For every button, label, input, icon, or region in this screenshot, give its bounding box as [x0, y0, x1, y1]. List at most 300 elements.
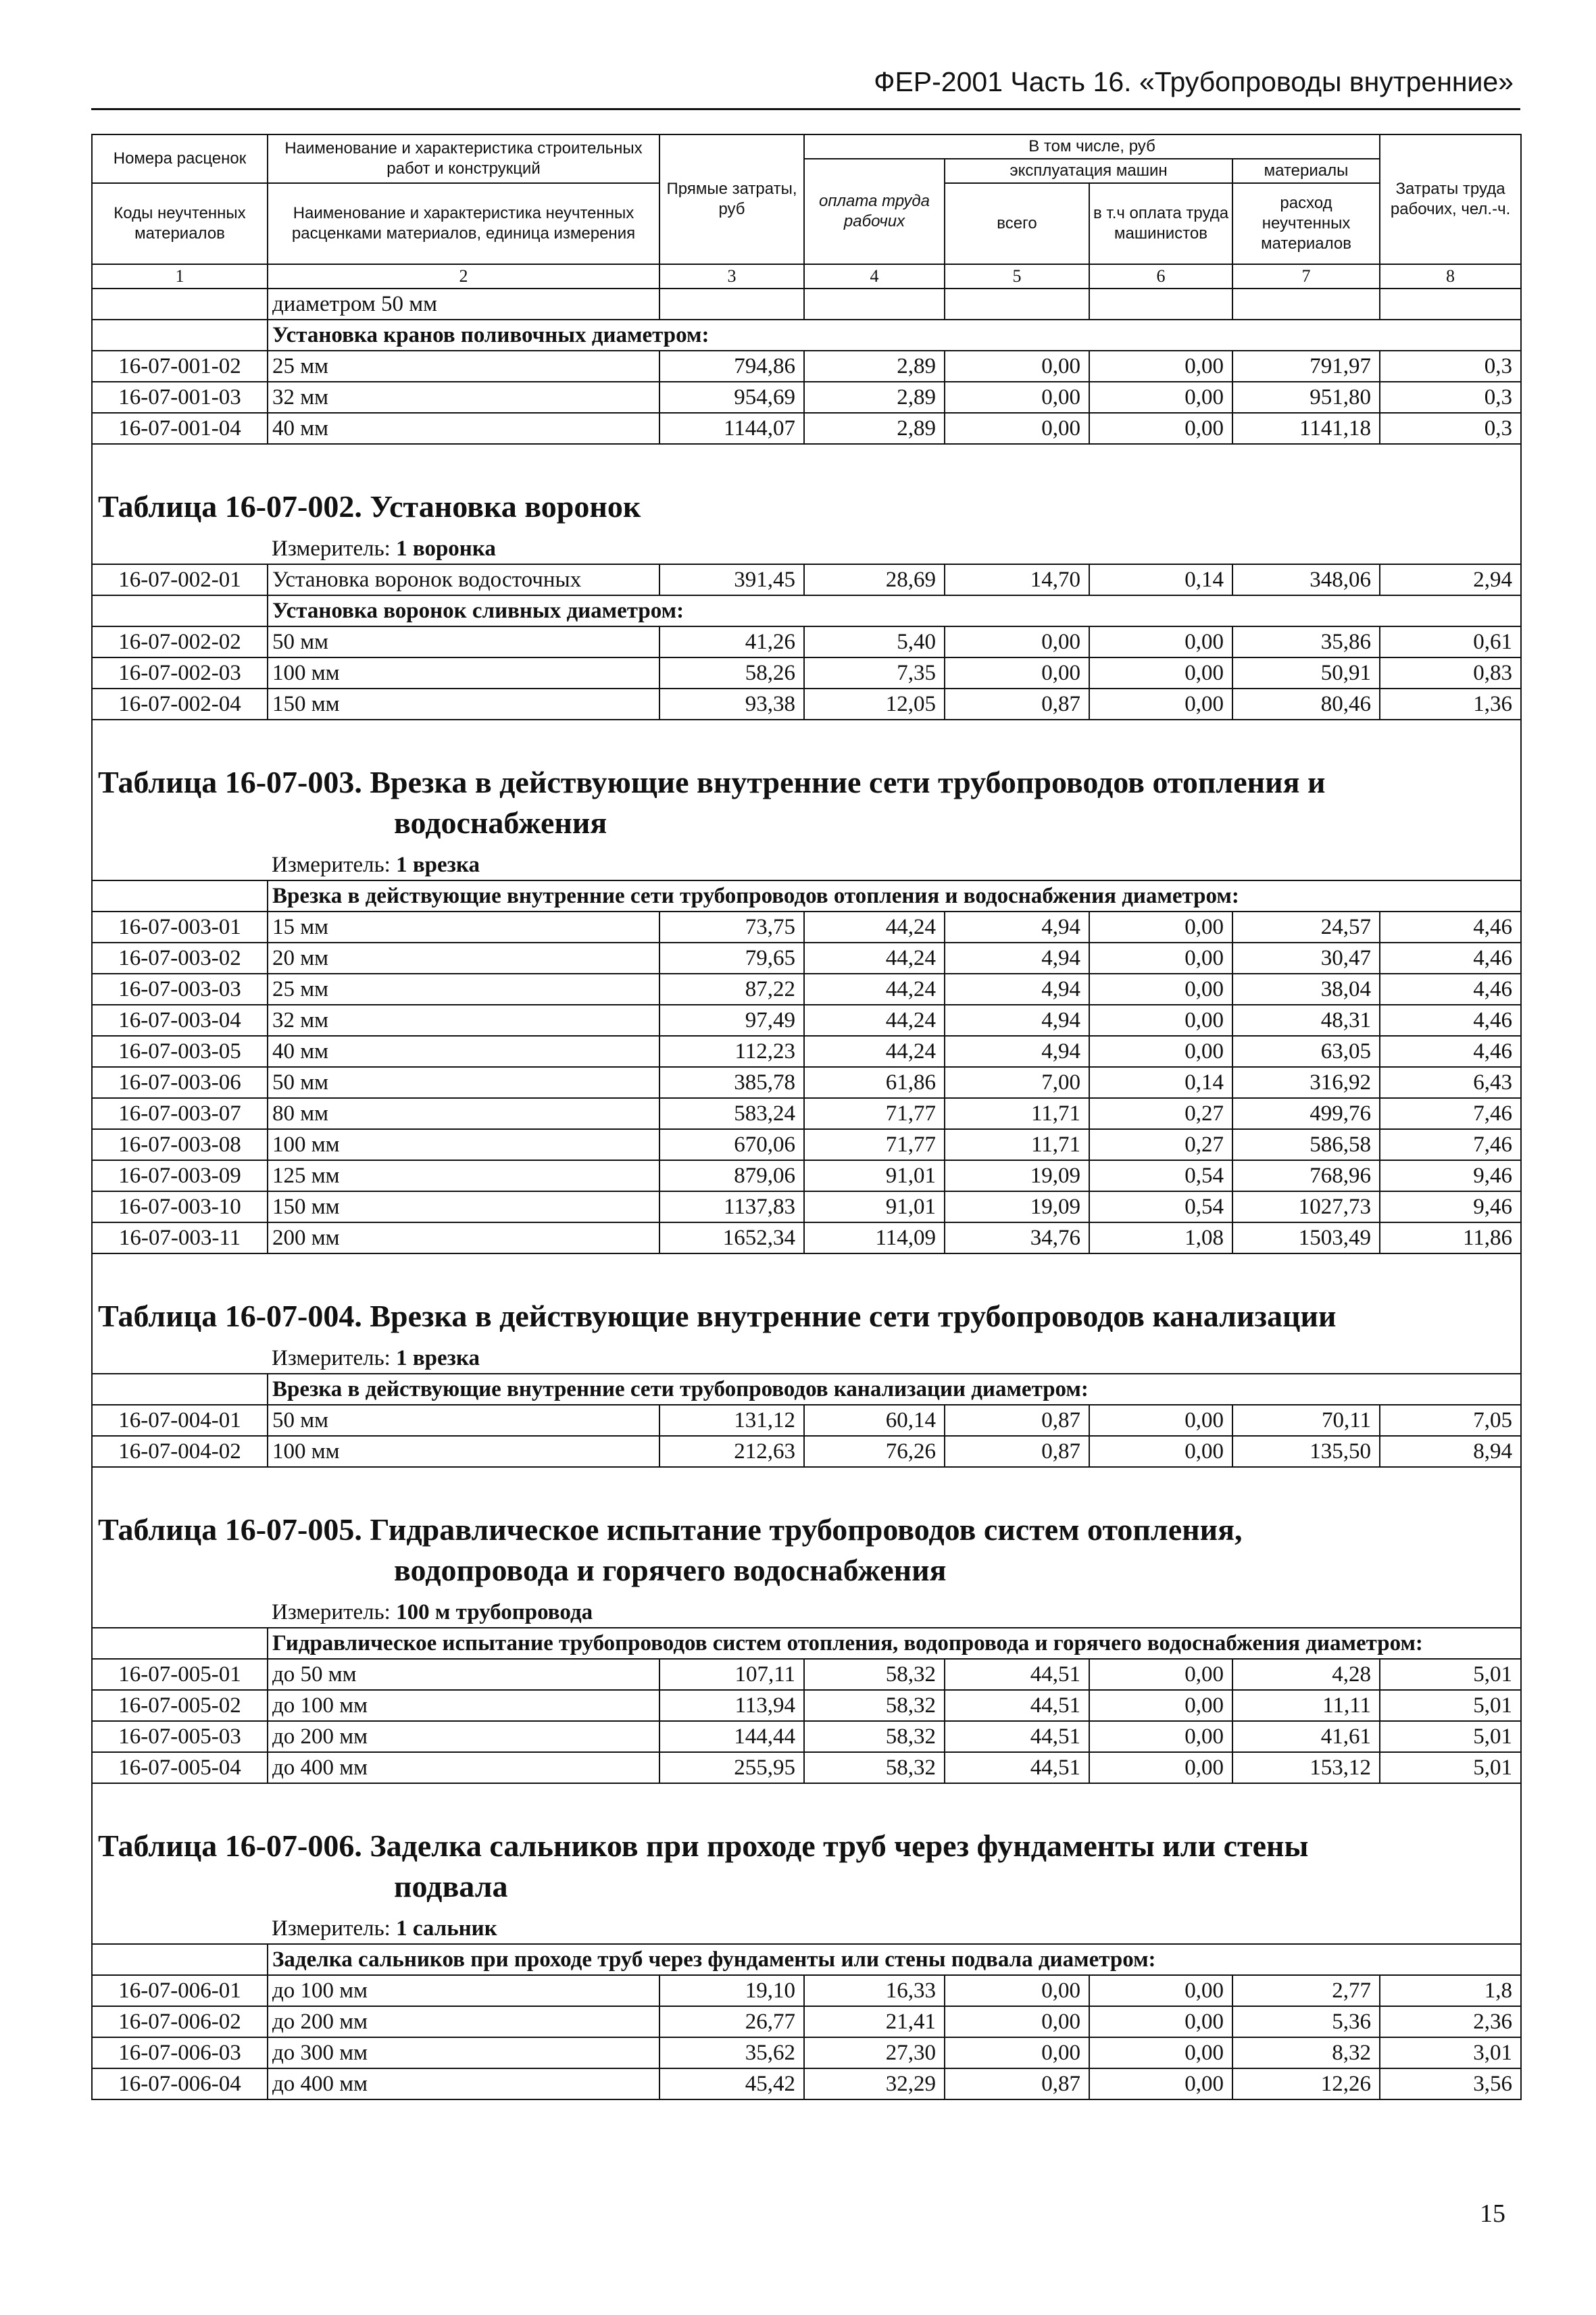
- cell-materials: 70,11: [1232, 1405, 1380, 1436]
- head-machines-total: всего: [945, 183, 1089, 264]
- head-incl: В том числе, руб: [804, 134, 1380, 159]
- cell-machines-total: 0,00: [945, 1975, 1089, 2006]
- cell-rate-code: 16-07-002-01: [92, 564, 268, 595]
- cell-machines-total: 0,87: [945, 689, 1089, 720]
- table-caption: [92, 1783, 1521, 1914]
- cell-materials: 80,46: [1232, 689, 1380, 720]
- table-head: [92, 134, 1521, 264]
- cell-machines-total: 4,94: [945, 912, 1089, 943]
- cell-labor-hours: 0,61: [1380, 626, 1521, 657]
- group-header-row: [92, 595, 1521, 626]
- cell-labor-pay: 7,35: [804, 657, 945, 689]
- table-caption: [92, 444, 1521, 534]
- cell-machines-total: 44,51: [945, 1752, 1089, 1783]
- head-machines: эксплуатация машин: [945, 159, 1232, 183]
- cell-machines-total: 0,00: [945, 351, 1089, 382]
- head-direct-costs: Прямые затраты, руб: [659, 134, 804, 264]
- cell-materials: 586,58: [1232, 1129, 1380, 1160]
- cell-labor-hours: 7,46: [1380, 1129, 1521, 1160]
- cell-machinist-labor: 0,00: [1089, 1005, 1232, 1036]
- cell-work-name: 150 мм: [268, 689, 659, 720]
- cell-materials: 951,80: [1232, 382, 1380, 413]
- cell-machinist-labor: 0,27: [1089, 1129, 1232, 1160]
- cell-labor-hours: 5,01: [1380, 1721, 1521, 1752]
- meter-row: [92, 850, 1521, 880]
- cell-blank: [92, 1597, 268, 1628]
- cell-machines-total: 14,70: [945, 564, 1089, 595]
- cell-materials: 48,31: [1232, 1005, 1380, 1036]
- cell-labor-pay: 44,24: [804, 1005, 945, 1036]
- cell-machinist-labor: 0,14: [1089, 1067, 1232, 1098]
- cell-blank: [92, 534, 268, 564]
- column-index-row: [92, 264, 1521, 289]
- table-row: [92, 1191, 1521, 1222]
- cell-rate-code: 16-07-002-04: [92, 689, 268, 720]
- cell-blank: [92, 1628, 268, 1659]
- cell-blank: [92, 289, 268, 320]
- table-title: [98, 1826, 1515, 1907]
- head-code-bottom: Коды неучтенных материалов: [92, 183, 268, 264]
- column-index: 6: [1089, 264, 1232, 289]
- cell-labor-hours: 4,46: [1380, 943, 1521, 974]
- cell-direct-costs: 1652,34: [659, 1222, 804, 1253]
- cell-work-name: до 400 мм: [268, 1752, 659, 1783]
- cell-labor-pay: 2,89: [804, 382, 945, 413]
- cell-labor-hours: 9,46: [1380, 1160, 1521, 1191]
- cell-rate-code: 16-07-003-11: [92, 1222, 268, 1253]
- cell-rate-code: 16-07-004-02: [92, 1436, 268, 1467]
- head-materials-unaccounted: расход неучтенных материалов: [1232, 183, 1380, 264]
- cell-labor-pay: 2,89: [804, 351, 945, 382]
- group-header-row: [92, 1374, 1521, 1405]
- cell-machinist-labor: 0,27: [1089, 1098, 1232, 1129]
- cell-work-name: 32 мм: [268, 382, 659, 413]
- cell-labor-hours: 0,83: [1380, 657, 1521, 689]
- cell-work-name: Установка воронок водосточных: [268, 564, 659, 595]
- cell-work-name: 25 мм: [268, 974, 659, 1005]
- cell-materials: 11,11: [1232, 1690, 1380, 1721]
- cell-machinist-labor: 1,08: [1089, 1222, 1232, 1253]
- cell-work-name: 200 мм: [268, 1222, 659, 1253]
- cell-machinist-labor: 0,54: [1089, 1160, 1232, 1191]
- table-row: [92, 912, 1521, 943]
- group-title: Заделка сальников при проходе труб через фундаменты или стены подвала диаметром:: [268, 1944, 1521, 1975]
- cell-machines-total: 0,87: [945, 2068, 1089, 2099]
- cell-labor-pay: 91,01: [804, 1191, 945, 1222]
- cell-machinist-labor: 0,00: [1089, 351, 1232, 382]
- meter: [268, 1343, 1521, 1374]
- meter-label: Измеритель:: [272, 853, 391, 877]
- cell-rate-code: 16-07-004-01: [92, 1405, 268, 1436]
- group-header-row: [92, 320, 1521, 351]
- cell-machines-total: 0,00: [945, 2037, 1089, 2068]
- cell-materials: 8,32: [1232, 2037, 1380, 2068]
- cell-labor-pay: 61,86: [804, 1067, 945, 1098]
- cell-labor-hours: 1,36: [1380, 689, 1521, 720]
- cell-labor-hours: 2,94: [1380, 564, 1521, 595]
- cell-machinist-labor: 0,00: [1089, 382, 1232, 413]
- cell-materials: 499,76: [1232, 1098, 1380, 1129]
- cell-rate-code: 16-07-006-02: [92, 2006, 268, 2037]
- cell-rate-code: 16-07-003-02: [92, 943, 268, 974]
- cell-materials: 2,77: [1232, 1975, 1380, 2006]
- cell-materials: 1503,49: [1232, 1222, 1380, 1253]
- cell-materials: 41,61: [1232, 1721, 1380, 1752]
- cell-rate-code: 16-07-001-03: [92, 382, 268, 413]
- cell-direct-costs: 87,22: [659, 974, 804, 1005]
- cell-materials: 1141,18: [1232, 413, 1380, 444]
- table-title: [98, 487, 1515, 527]
- table-caption-row: [92, 1783, 1521, 1914]
- cell-machinist-labor: 0,00: [1089, 1752, 1232, 1783]
- cell-work-name: диаметром 50 мм: [268, 289, 659, 320]
- cell-rate-code: 16-07-003-09: [92, 1160, 268, 1191]
- cell-direct-costs: 670,06: [659, 1129, 804, 1160]
- cell-labor-hours: 7,05: [1380, 1405, 1521, 1436]
- group-title: Установка кранов поливочных диаметром:: [268, 320, 1521, 351]
- table-row: [92, 1129, 1521, 1160]
- cell-labor-hours: 2,36: [1380, 2006, 1521, 2037]
- cell-materials: 50,91: [1232, 657, 1380, 689]
- table-number: Таблица 16-07-002.: [98, 489, 362, 524]
- table-title-line2: водопровода и горячего водоснабжения: [394, 1553, 947, 1587]
- cell-direct-costs: 97,49: [659, 1005, 804, 1036]
- cell-rate-code: 16-07-003-04: [92, 1005, 268, 1036]
- cell-materials: 316,92: [1232, 1067, 1380, 1098]
- cell-labor-pay: 91,01: [804, 1160, 945, 1191]
- group-title: Врезка в действующие внутренние сети трубопроводов отопления и водоснабжения диаметром:: [268, 880, 1521, 912]
- cell-rate-code: 16-07-002-03: [92, 657, 268, 689]
- cell-machinist-labor: 0,00: [1089, 657, 1232, 689]
- cell-blank: [1232, 289, 1380, 320]
- cell-work-name: до 400 мм: [268, 2068, 659, 2099]
- cell-rate-code: 16-07-003-10: [92, 1191, 268, 1222]
- column-index: 8: [1380, 264, 1521, 289]
- cell-machines-total: 0,87: [945, 1405, 1089, 1436]
- cell-labor-pay: 44,24: [804, 912, 945, 943]
- cell-blank: [659, 289, 804, 320]
- table-number: Таблица 16-07-006.: [98, 1828, 362, 1863]
- group-header-row: [92, 1628, 1521, 1659]
- cell-machinist-labor: 0,00: [1089, 2068, 1232, 2099]
- cell-labor-hours: 5,01: [1380, 1690, 1521, 1721]
- group-title: Гидравлическое испытание трубопроводов систем отопления, водопровода и горячего водоснабжения диаметром:: [268, 1628, 1521, 1659]
- cell-rate-code: 16-07-003-05: [92, 1036, 268, 1067]
- meter-value: 1 врезка: [396, 853, 480, 877]
- cell-machinist-labor: 0,00: [1089, 626, 1232, 657]
- cell-labor-pay: 58,32: [804, 1752, 945, 1783]
- group-header-row: [92, 880, 1521, 912]
- cell-rate-code: 16-07-006-03: [92, 2037, 268, 2068]
- table-row: [92, 626, 1521, 657]
- cell-direct-costs: 131,12: [659, 1405, 804, 1436]
- table-row: [92, 1098, 1521, 1129]
- cell-labor-pay: 32,29: [804, 2068, 945, 2099]
- cell-materials: 135,50: [1232, 1436, 1380, 1467]
- cell-materials: 4,28: [1232, 1659, 1380, 1690]
- cell-direct-costs: 93,38: [659, 689, 804, 720]
- meter-row: [92, 1914, 1521, 1944]
- cell-machinist-labor: 0,00: [1089, 2037, 1232, 2068]
- header-rule: [91, 108, 1520, 110]
- cell-blank: [92, 1343, 268, 1374]
- cell-machinist-labor: 0,00: [1089, 1436, 1232, 1467]
- cell-work-name: 125 мм: [268, 1160, 659, 1191]
- cell-direct-costs: 41,26: [659, 626, 804, 657]
- table-title: [98, 762, 1515, 843]
- table-row: [92, 2037, 1521, 2068]
- table-row: [92, 564, 1521, 595]
- table-row: [92, 974, 1521, 1005]
- cell-labor-pay: 58,32: [804, 1690, 945, 1721]
- cell-labor-pay: 16,33: [804, 1975, 945, 2006]
- cell-blank: [92, 1914, 268, 1944]
- cell-labor-hours: 8,94: [1380, 1436, 1521, 1467]
- price-table: [91, 134, 1522, 2100]
- cell-machines-total: 4,94: [945, 943, 1089, 974]
- cell-materials: 768,96: [1232, 1160, 1380, 1191]
- cell-work-name: 100 мм: [268, 1129, 659, 1160]
- table-title-line1: Заделка сальников при проходе труб через фундаменты или стены: [370, 1828, 1309, 1863]
- cell-rate-code: 16-07-005-04: [92, 1752, 268, 1783]
- cell-labor-hours: 5,01: [1380, 1659, 1521, 1690]
- cell-machines-total: 0,00: [945, 382, 1089, 413]
- cell-machines-total: 4,94: [945, 1036, 1089, 1067]
- cell-direct-costs: 112,23: [659, 1036, 804, 1067]
- group-header-row: [92, 1944, 1521, 1975]
- cell-machines-total: 7,00: [945, 1067, 1089, 1098]
- head-name-bottom: Наименование и характеристика неучтенных расценками материалов, единица измерения: [268, 183, 659, 264]
- cell-work-name: до 200 мм: [268, 2006, 659, 2037]
- table-number: Таблица 16-07-003.: [98, 765, 362, 799]
- cell-rate-code: 16-07-003-01: [92, 912, 268, 943]
- cell-direct-costs: 107,11: [659, 1659, 804, 1690]
- cell-materials: 153,12: [1232, 1752, 1380, 1783]
- cell-labor-pay: 44,24: [804, 943, 945, 974]
- table-row: [92, 1222, 1521, 1253]
- meter: [268, 850, 1521, 880]
- column-index: 5: [945, 264, 1089, 289]
- table-row: [92, 1690, 1521, 1721]
- cell-machines-total: 19,09: [945, 1191, 1089, 1222]
- cell-rate-code: 16-07-005-03: [92, 1721, 268, 1752]
- cell-work-name: 40 мм: [268, 413, 659, 444]
- table-row: [92, 1405, 1521, 1436]
- cell-direct-costs: 385,78: [659, 1067, 804, 1098]
- cell-labor-pay: 71,77: [804, 1129, 945, 1160]
- table-caption: [92, 720, 1521, 850]
- cell-work-name: 50 мм: [268, 626, 659, 657]
- meter-label: Измеритель:: [272, 1916, 391, 1941]
- cell-work-name: 25 мм: [268, 351, 659, 382]
- head-machines-labor: в т.ч оплата труда машинистов: [1089, 183, 1232, 264]
- cell-work-name: до 50 мм: [268, 1659, 659, 1690]
- cell-work-name: 20 мм: [268, 943, 659, 974]
- cell-machinist-labor: 0,00: [1089, 1659, 1232, 1690]
- table-row: [92, 2006, 1521, 2037]
- cell-machinist-labor: 0,54: [1089, 1191, 1232, 1222]
- group-title: Установка воронок сливных диаметром:: [268, 595, 1521, 626]
- cell-labor-pay: 44,24: [804, 974, 945, 1005]
- column-index: 4: [804, 264, 945, 289]
- cell-work-name: 80 мм: [268, 1098, 659, 1129]
- cell-direct-costs: 879,06: [659, 1160, 804, 1191]
- column-index: 2: [268, 264, 659, 289]
- head-name-top: Наименование и характеристика строительных работ и конструкций: [268, 134, 659, 183]
- cell-rate-code: 16-07-003-08: [92, 1129, 268, 1160]
- cell-rate-code: 16-07-001-04: [92, 413, 268, 444]
- cell-materials: 5,36: [1232, 2006, 1380, 2037]
- cell-blank: [92, 1374, 268, 1405]
- cell-labor-pay: 12,05: [804, 689, 945, 720]
- meter-row: [92, 1343, 1521, 1374]
- table-body: [92, 264, 1521, 2099]
- cell-materials: 1027,73: [1232, 1191, 1380, 1222]
- cell-machines-total: 34,76: [945, 1222, 1089, 1253]
- cell-labor-pay: 2,89: [804, 413, 945, 444]
- cell-work-name: 50 мм: [268, 1067, 659, 1098]
- table-row: [92, 1067, 1521, 1098]
- cell-materials: 24,57: [1232, 912, 1380, 943]
- meter: [268, 534, 1521, 564]
- cell-materials: 12,26: [1232, 2068, 1380, 2099]
- group-title: Врезка в действующие внутренние сети трубопроводов канализации диаметром:: [268, 1374, 1521, 1405]
- cell-work-name: до 100 мм: [268, 1690, 659, 1721]
- table-row: [92, 2068, 1521, 2099]
- cell-direct-costs: 1144,07: [659, 413, 804, 444]
- cell-labor-hours: 5,01: [1380, 1752, 1521, 1783]
- cell-work-name: 150 мм: [268, 1191, 659, 1222]
- cell-direct-costs: 391,45: [659, 564, 804, 595]
- cell-labor-pay: 27,30: [804, 2037, 945, 2068]
- cell-labor-pay: 58,32: [804, 1721, 945, 1752]
- cell-materials: 35,86: [1232, 626, 1380, 657]
- page-number: 15: [1480, 2199, 1505, 2228]
- cell-machines-total: 11,71: [945, 1129, 1089, 1160]
- head-code-top: Номера расценок: [92, 134, 268, 183]
- meter-label: Измеритель:: [272, 1600, 391, 1624]
- table-row: [92, 351, 1521, 382]
- table-row: [92, 689, 1521, 720]
- cell-direct-costs: 45,42: [659, 2068, 804, 2099]
- cell-machines-total: 4,94: [945, 1005, 1089, 1036]
- cell-work-name: 40 мм: [268, 1036, 659, 1067]
- cell-machines-total: 0,00: [945, 626, 1089, 657]
- cell-machinist-labor: 0,00: [1089, 1975, 1232, 2006]
- cell-labor-hours: 4,46: [1380, 974, 1521, 1005]
- table-title-line1: Гидравлическое испытание трубопроводов систем отопления,: [370, 1512, 1243, 1547]
- cell-labor-hours: 1,8: [1380, 1975, 1521, 2006]
- table-row: [92, 943, 1521, 974]
- table-row: [92, 1975, 1521, 2006]
- table-row: [92, 289, 1521, 320]
- cell-blank: [804, 289, 945, 320]
- cell-machinist-labor: 0,00: [1089, 1036, 1232, 1067]
- cell-labor-pay: 5,40: [804, 626, 945, 657]
- cell-direct-costs: 212,63: [659, 1436, 804, 1467]
- cell-labor-pay: 28,69: [804, 564, 945, 595]
- cell-labor-hours: 11,86: [1380, 1222, 1521, 1253]
- cell-labor-hours: 4,46: [1380, 912, 1521, 943]
- cell-labor-hours: 3,01: [1380, 2037, 1521, 2068]
- meter-label: Измеритель:: [272, 537, 391, 561]
- cell-machines-total: 0,00: [945, 657, 1089, 689]
- table-title-line2: подвала: [394, 1869, 508, 1903]
- cell-machines-total: 0,00: [945, 2006, 1089, 2037]
- cell-materials: 38,04: [1232, 974, 1380, 1005]
- cell-blank: [92, 850, 268, 880]
- table-row: [92, 1721, 1521, 1752]
- price-table-page: [91, 134, 1520, 2100]
- cell-materials: 791,97: [1232, 351, 1380, 382]
- meter: [268, 1597, 1521, 1628]
- cell-work-name: до 200 мм: [268, 1721, 659, 1752]
- table-caption-row: [92, 1253, 1521, 1343]
- cell-machinist-labor: 0,00: [1089, 1690, 1232, 1721]
- table-caption-row: [92, 720, 1521, 850]
- cell-labor-hours: 0,3: [1380, 413, 1521, 444]
- cell-direct-costs: 794,86: [659, 351, 804, 382]
- cell-labor-pay: 44,24: [804, 1036, 945, 1067]
- table-title-line1: Врезка в действующие внутренние сети трубопроводов отопления и: [370, 765, 1326, 799]
- meter-value: 1 воронка: [396, 537, 496, 561]
- cell-direct-costs: 583,24: [659, 1098, 804, 1129]
- cell-work-name: до 300 мм: [268, 2037, 659, 2068]
- cell-rate-code: 16-07-005-01: [92, 1659, 268, 1690]
- meter-value: 100 м трубопровода: [396, 1600, 593, 1624]
- table-number: Таблица 16-07-004.: [98, 1299, 362, 1333]
- meter-row: [92, 534, 1521, 564]
- cell-machinist-labor: 0,00: [1089, 689, 1232, 720]
- cell-machinist-labor: 0,00: [1089, 1721, 1232, 1752]
- table-row: [92, 1036, 1521, 1067]
- cell-rate-code: 16-07-005-02: [92, 1690, 268, 1721]
- cell-labor-hours: 7,46: [1380, 1098, 1521, 1129]
- cell-labor-pay: 71,77: [804, 1098, 945, 1129]
- table-row: [92, 1005, 1521, 1036]
- head-materials: материалы: [1232, 159, 1380, 183]
- cell-work-name: 15 мм: [268, 912, 659, 943]
- cell-blank: [1380, 289, 1521, 320]
- cell-machines-total: 0,00: [945, 413, 1089, 444]
- meter-value: 1 врезка: [396, 1346, 480, 1370]
- cell-rate-code: 16-07-003-03: [92, 974, 268, 1005]
- cell-work-name: 50 мм: [268, 1405, 659, 1436]
- cell-labor-pay: 21,41: [804, 2006, 945, 2037]
- cell-rate-code: 16-07-006-01: [92, 1975, 268, 2006]
- cell-machines-total: 19,09: [945, 1160, 1089, 1191]
- cell-work-name: до 100 мм: [268, 1975, 659, 2006]
- cell-blank: [92, 320, 268, 351]
- cell-materials: 63,05: [1232, 1036, 1380, 1067]
- cell-machines-total: 44,51: [945, 1659, 1089, 1690]
- meter-value: 1 сальник: [396, 1916, 497, 1941]
- table-row: [92, 1160, 1521, 1191]
- cell-direct-costs: 73,75: [659, 912, 804, 943]
- head-labor-pay: оплата труда рабочих: [804, 159, 945, 264]
- cell-machinist-labor: 0,00: [1089, 943, 1232, 974]
- meter-label: Измеритель:: [272, 1346, 391, 1370]
- cell-blank: [92, 595, 268, 626]
- cell-direct-costs: 58,26: [659, 657, 804, 689]
- cell-work-name: 32 мм: [268, 1005, 659, 1036]
- cell-machines-total: 44,51: [945, 1721, 1089, 1752]
- cell-machines-total: 0,87: [945, 1436, 1089, 1467]
- cell-labor-pay: 60,14: [804, 1405, 945, 1436]
- cell-machinist-labor: 0,00: [1089, 1405, 1232, 1436]
- cell-materials: 30,47: [1232, 943, 1380, 974]
- cell-work-name: 100 мм: [268, 657, 659, 689]
